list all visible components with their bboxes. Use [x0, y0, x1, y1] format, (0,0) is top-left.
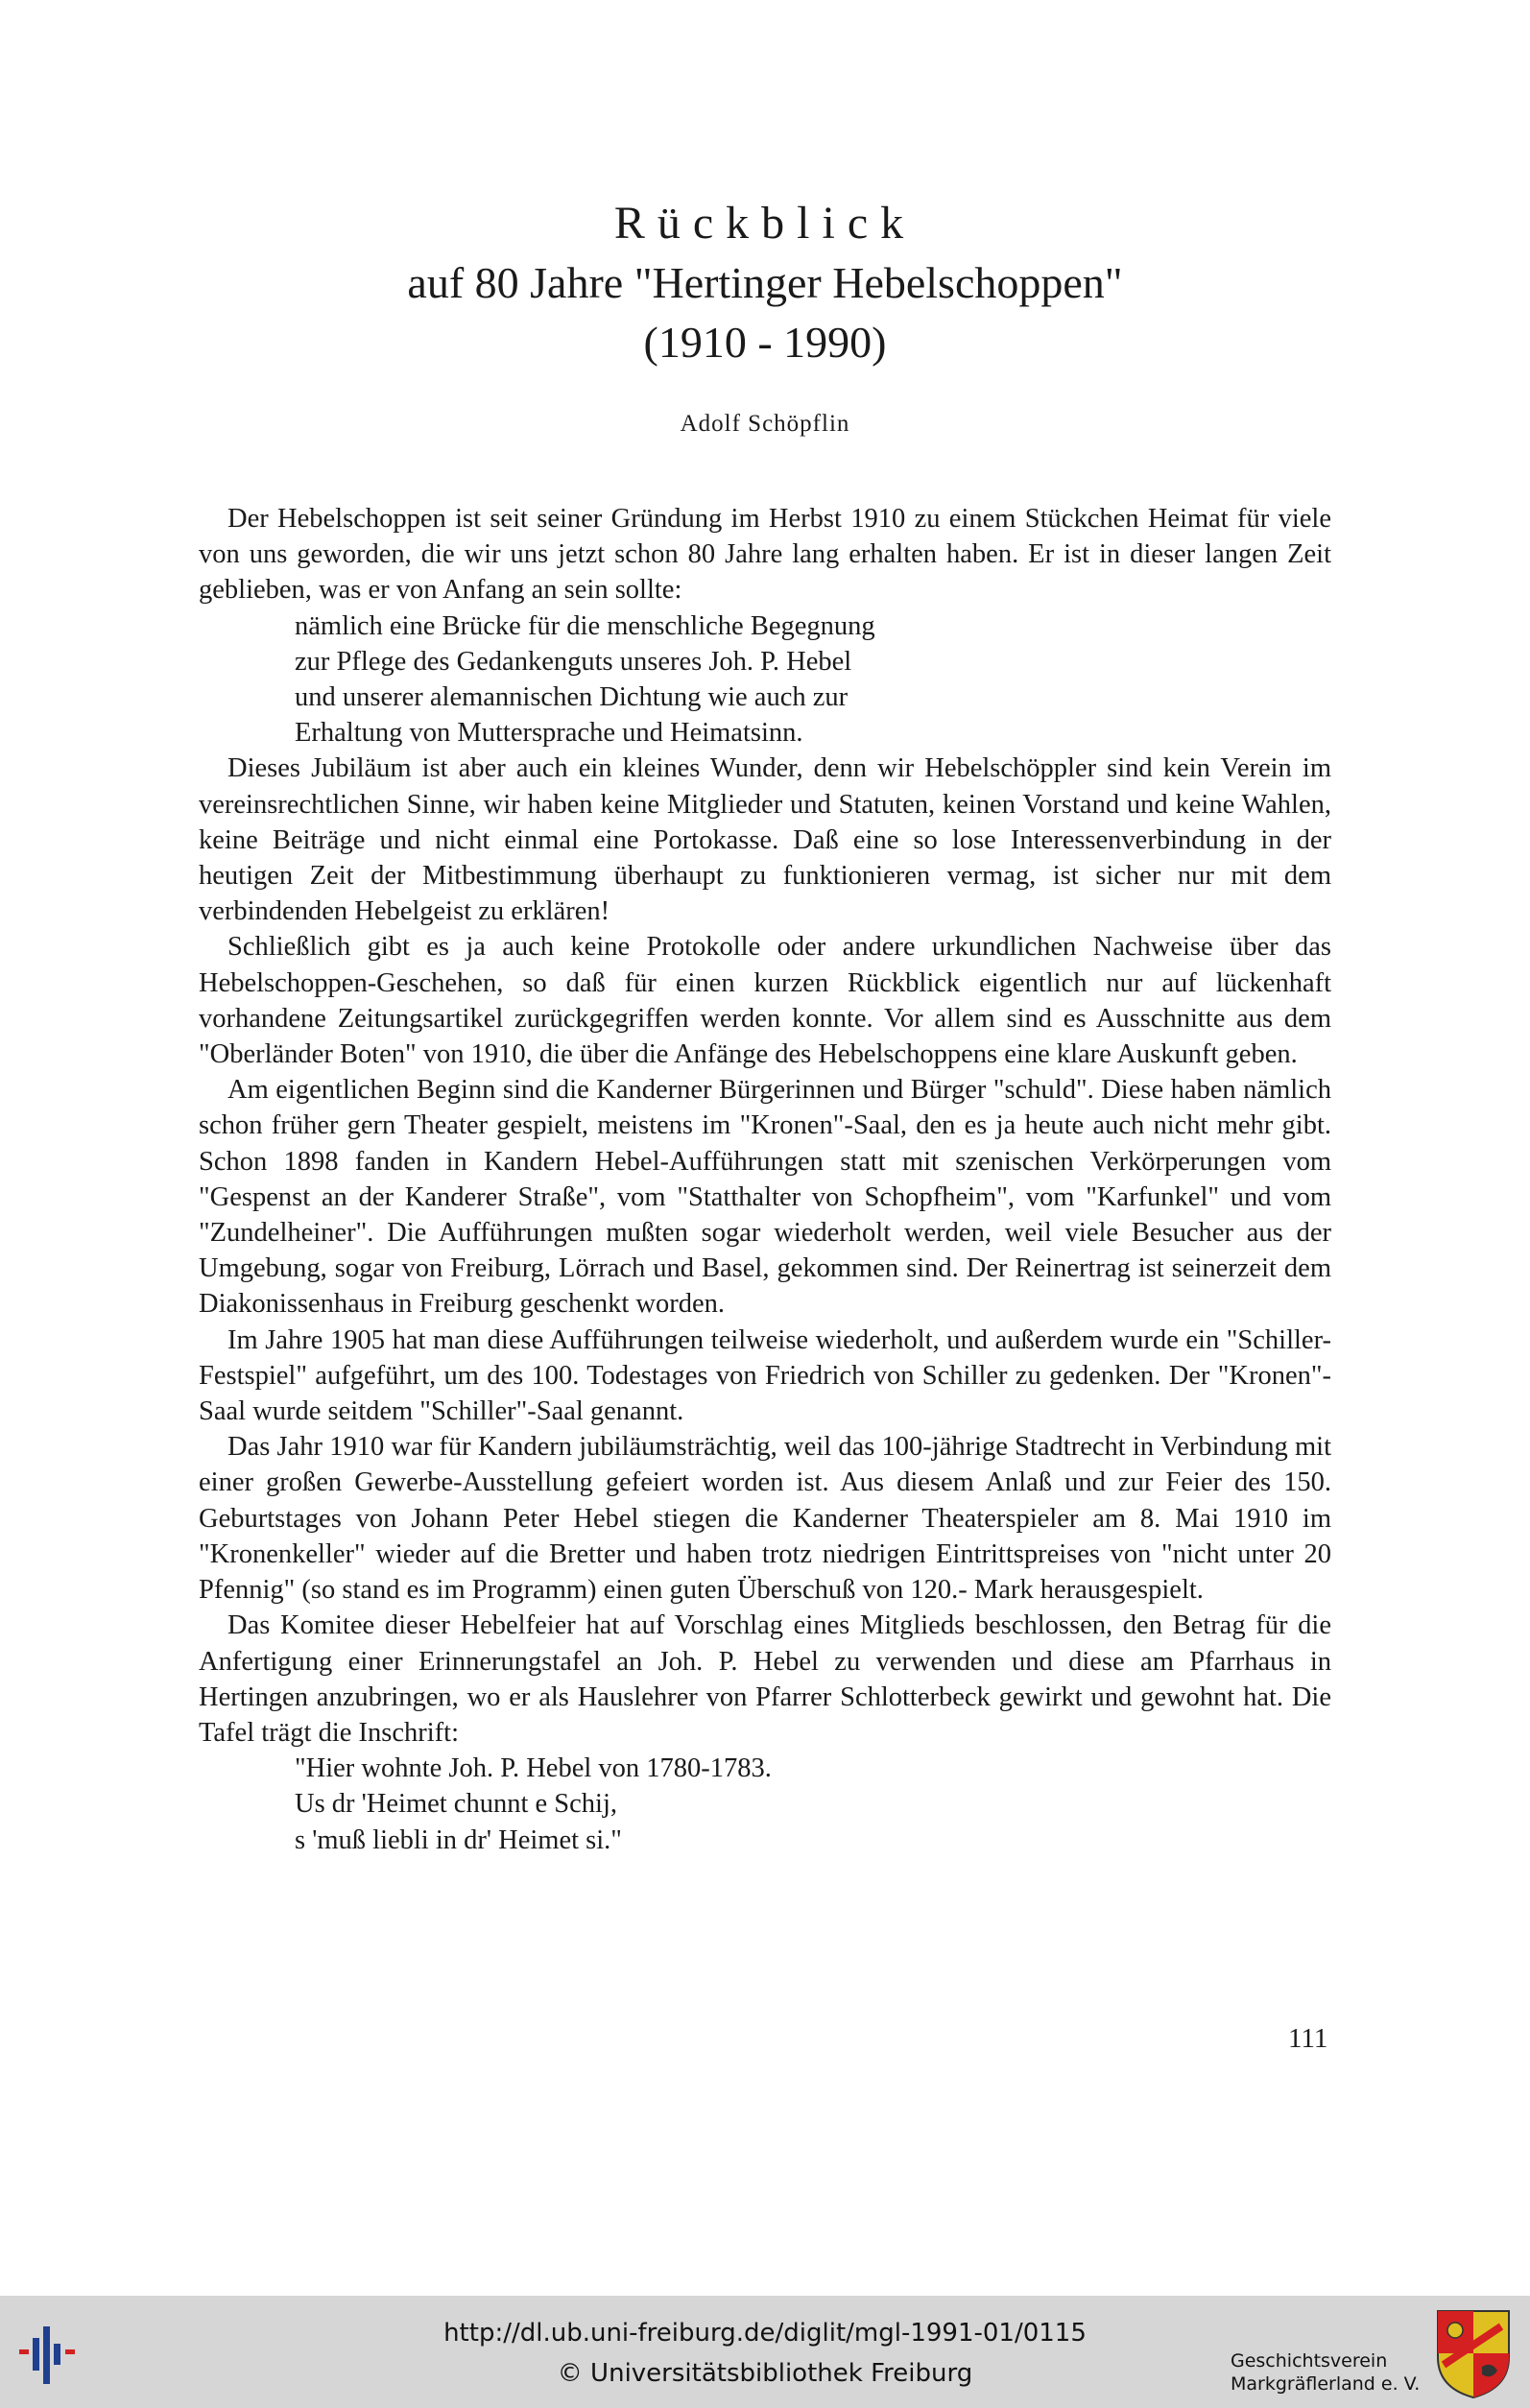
title-line-1: Rückblick [613, 198, 917, 249]
paragraph: Dieses Jubiläum ist aber auch ein kleines Wunder, denn wir Hebelschöppler sind kein Verein im vereinsrechtlichen Sinne, wir haben keine Mitglieder und Statuten, keinen Vorstand und keine Wahlen, keine Beiträge und nicht einmal eine Portokasse. Daß eine so lose Interessenverbindung in der heutigen Zeit der Mitbestimmung überhaupt zu funktionieren vermag, ist sicher nur mit dem verbindenden Hebelgeist zu erklären! [199, 753, 1331, 927]
inscription-line: "Hier wohnte Joh. P. Hebel von 1780-1783. [295, 1753, 772, 1784]
inscription-line: s 'muß liebli in dr' Heimet si." [295, 1824, 622, 1855]
footer-band [0, 2296, 1530, 2408]
author: Adolf Schöpflin [680, 411, 850, 437]
indented-line: nämlich eine Brücke für die menschliche Begegnung [295, 610, 875, 641]
title-line-3: (1910 - 1990) [643, 318, 887, 367]
org-line-2: Markgräflerland e. V. [1231, 2373, 1421, 2395]
coat-of-arms-icon [1434, 2307, 1513, 2399]
page-number: 111 [1288, 2023, 1328, 2054]
indented-line: zur Pflege des Gedankenguts unseres Joh. P. Hebel [295, 646, 852, 677]
footer-organization [1231, 2349, 1420, 2396]
footer-url-link[interactable]: http://dl.ub.uni-freiburg.de/diglit/mgl-1991-01/0115 [443, 2319, 1087, 2348]
paragraph: Schließlich gibt es ja auch keine Protokolle oder andere urkundlichen Nachweise über das Hebelschoppen-Geschehen, so daß für einen kurzen Rückblick eigentlich nur auf lückenhaft vorhandene Zeitungsartikel zurückgegriffen werden konnte. Vor allem sind es Ausschnitte aus dem "Oberländer Boten" von 1910, die über die Anfänge des Hebelschoppens eine klare Auskunft geben. [199, 932, 1331, 1070]
article-body [199, 501, 1331, 1858]
title-line-2: auf 80 Jahre "Hertinger Hebelschoppen" [407, 258, 1123, 307]
footer-copyright: © Universitätsbibliothek Freiburg [557, 2359, 973, 2388]
org-line-1: Geschichtsverein [1231, 2350, 1388, 2372]
paragraph: Im Jahre 1905 hat man diese Aufführungen teilweise wiederholt, und außerdem wurde ein "Schiller-Festspiel" aufgeführt, um des 100. Todestages von Friedrich von Schiller zu gedenken. Der "Kronen"-Saal wurde seitdem "Schiller"-Saal genannt. [199, 1324, 1331, 1427]
indented-line: Erhaltung von Muttersprache und Heimatsinn. [295, 718, 803, 749]
paragraph: Das Jahr 1910 war für Kandern jubiläumsträchtig, weil das 100-jährige Stadtrecht in Verbindung mit einer großen Gewerbe-Ausstellung gefeiert worden ist. Aus diesem Anlaß und zur Feier des 150. Geburtstages von Johann Peter Hebel stiegen die Kanderner Theaterspieler am 8. Mai 1910 im "Kronenkeller" wieder auf die Bretter und haben trotz niedrigen Eintrittspreises von "nicht unter 20 Pfennig" (so stand es im Programm) einen guten Überschuß von 120.- Mark herausgespielt. [199, 1432, 1331, 1606]
inscription-line: Us dr 'Heimet chunnt e Schij, [295, 1789, 617, 1820]
indented-line: und unserer alemannischen Dichtung wie auch zur [295, 682, 849, 713]
paragraph: Das Komitee dieser Hebelfeier hat auf Vorschlag eines Mitglieds beschlossen, den Betrag für die Anfertigung einer Erinnerungstafel an Joh. P. Hebel zu verwenden und diese am Pfarrhaus in Hertingen anzubringen, wo er als Hauslehrer von Pfarrer Schlotterbeck gewirkt und gewohnt hat. Die Tafel trägt die Inschrift: [199, 1610, 1331, 1748]
paragraph: Der Hebelschoppen ist seit seiner Gründung im Herbst 1910 zu einem Stückchen Heimat für viele von uns geworden, die wir uns jetzt schon 80 Jahre lang erhalten haben. Er ist in dieser langen Zeit geblieben, was er von Anfang an sein sollte: [199, 504, 1331, 606]
paragraph: Am eigentlichen Beginn sind die Kanderner Bürgerinnen und Bürger "schuld". Diese haben nämlich schon früher gern Theater gespielt, meistens im "Kronen"-Saal, den es ja heute auch nicht mehr gibt. Schon 1898 fanden in Kandern Hebel-Aufführungen statt mit szenischen Verkörperungen vom "Gespenst an der Kanderer Straße", vom "Statthalter von Schopfheim", vom "Karfunkel" und vom "Zundelheiner". Die Aufführungen mußten sogar wiederholt werden, weil viele Besucher aus der Umgebung, sogar von Freiburg, Lörrach und Basel, gekommen sind. Der Reinertrag ist seinerzeit dem Diakonissenhaus in Freiburg geschenkt worden. [199, 1075, 1331, 1320]
